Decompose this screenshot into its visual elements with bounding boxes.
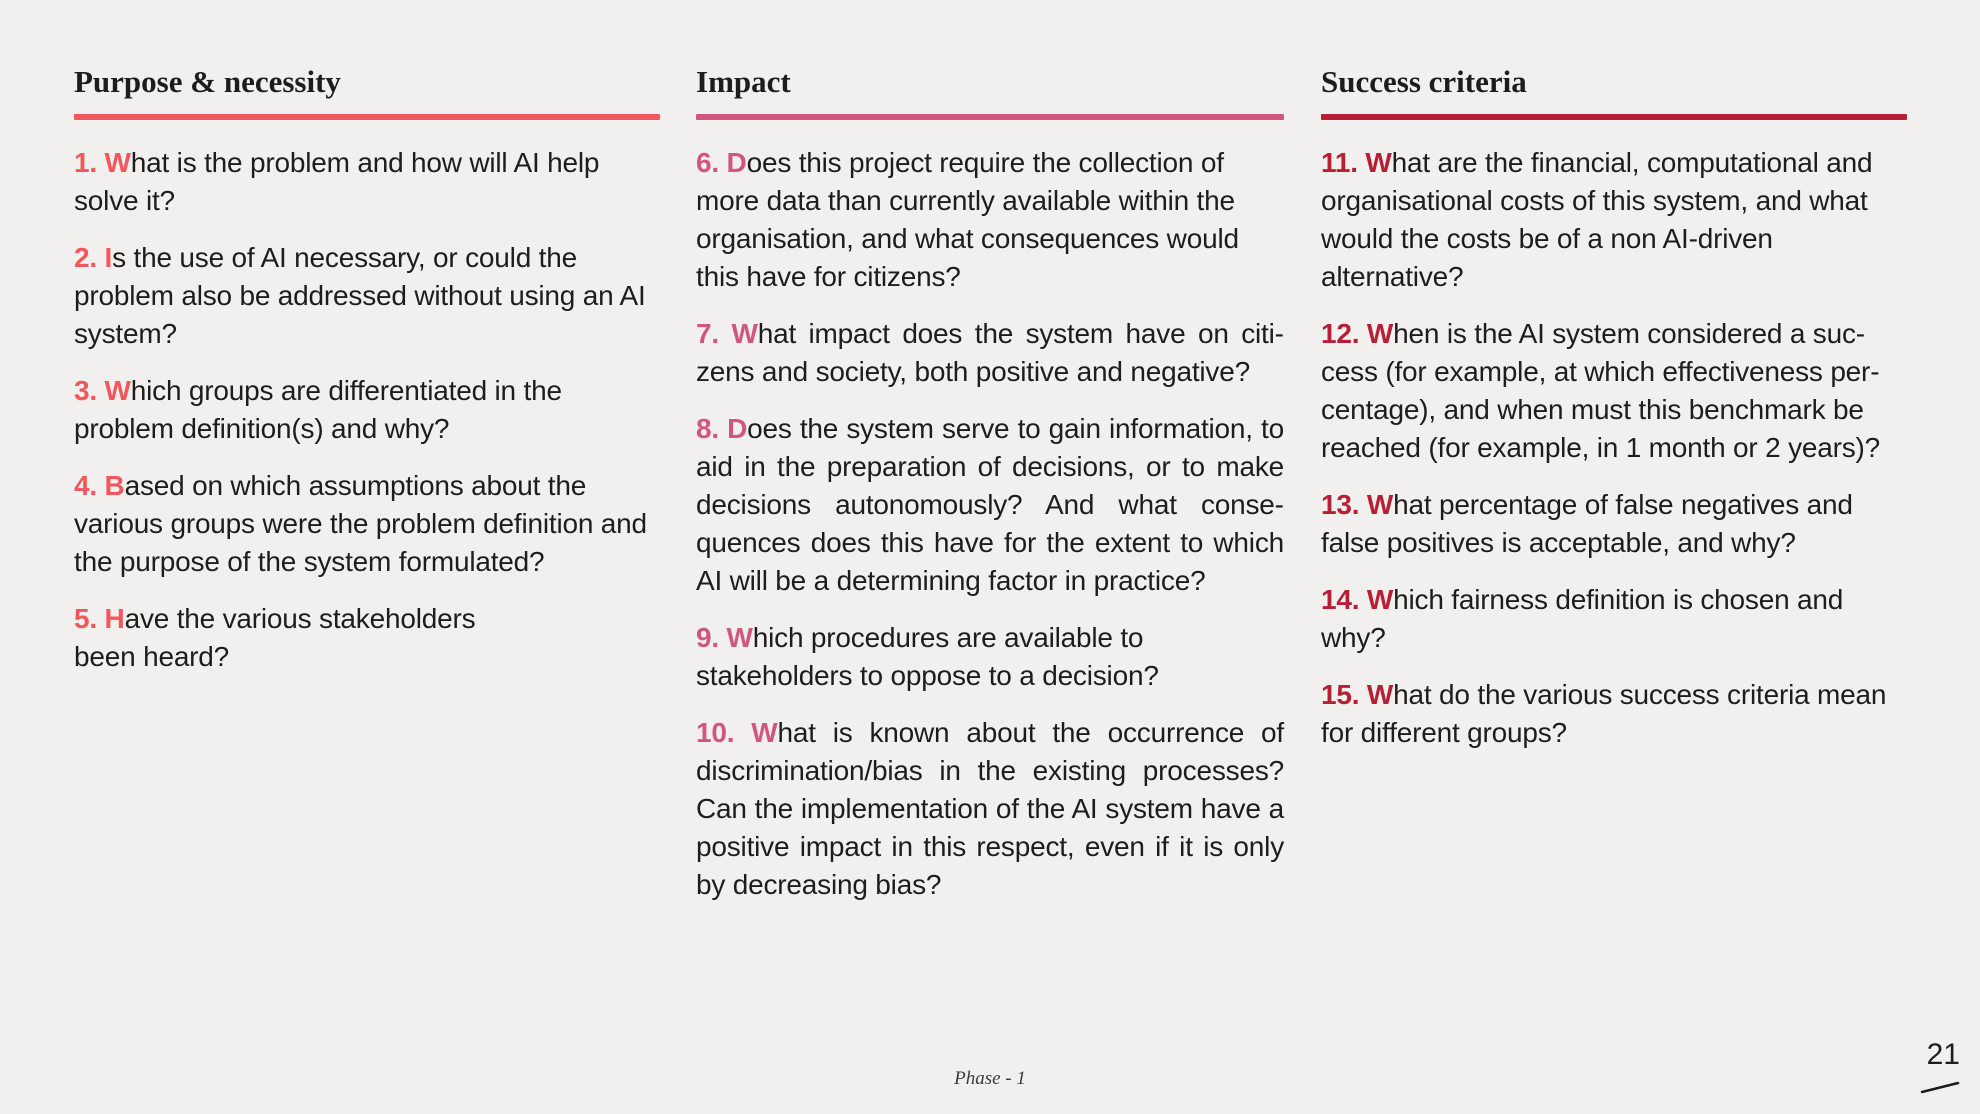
question-text: oes this project require the collection of more data than currently available within the organisation, and what consequences would this have for citizens? — [696, 147, 1239, 292]
question-item — [74, 239, 660, 353]
question-text: hat percentage of false negatives and false positives is acceptable, and why? — [1321, 489, 1853, 558]
column-heading: Success criteria — [1321, 64, 1527, 99]
question-initial: W — [726, 622, 753, 653]
question-initial: I — [104, 242, 113, 273]
question-number: 13. — [1321, 489, 1360, 520]
question-text: hich groups are differentiated in the problem definition(s) and why? — [74, 375, 562, 444]
question-text: hich procedures are available to stakeholders to oppose to a decision? — [696, 622, 1159, 691]
question-number: 7. — [696, 318, 719, 349]
question-item — [696, 619, 1284, 695]
heading-underline — [1321, 114, 1907, 120]
column-impact — [696, 62, 1284, 923]
question-initial: W — [1366, 489, 1394, 520]
question-item — [696, 315, 1284, 391]
question-item — [1321, 581, 1907, 657]
page-number: 21 — [1926, 1038, 1960, 1071]
question-number: 14. — [1321, 584, 1360, 615]
question-number: 4. — [74, 470, 97, 501]
question-number: 2. — [74, 242, 97, 273]
question-number: 11. — [1321, 147, 1358, 178]
question-number: 10. — [696, 717, 735, 748]
question-initial: B — [104, 470, 125, 501]
question-text: hen is the AI system considered a success (for example, at which effectiveness percentage), and when must this benchmark be reached (for example, in 1 month or 2 years)? — [1321, 318, 1881, 463]
question-number: 12. — [1321, 318, 1360, 349]
question-item — [1321, 315, 1907, 467]
footer-phase-label: Phase - 1 — [954, 1068, 1026, 1089]
heading-underline — [696, 114, 1284, 120]
question-text: hat are the financial, computational and organisational costs of this system, and what would the costs be of a non AI-driven alternative? — [1321, 147, 1873, 292]
question-item — [1321, 486, 1907, 562]
question-initial: H — [104, 603, 125, 634]
question-text: s the use of AI necessary, or could the problem also be addressed without using an AI system? — [74, 242, 646, 349]
column-heading: Impact — [696, 64, 791, 99]
column-heading: Purpose & necessity — [74, 64, 341, 99]
question-item — [1321, 676, 1907, 752]
question-text: hat do the various success criteria mean for different groups? — [1321, 679, 1887, 748]
question-initial: W — [1366, 318, 1394, 349]
question-initial: W — [751, 717, 778, 748]
question-initial: W — [731, 318, 758, 349]
column-success-criteria — [1321, 62, 1907, 771]
question-text: hat impact does the system have on citizens and society, both positive and negative? — [696, 318, 1284, 387]
question-initial: W — [1366, 584, 1394, 615]
question-number: 3. — [74, 375, 97, 406]
question-number: 5. — [74, 603, 97, 634]
question-text: hat is known about the occurrence of discrimination/bias in the existing processes? Can the implementation of the AI system have a positive impact in this respect, even if it is only by decreasing bias? — [696, 717, 1284, 900]
question-number: 6. — [696, 147, 719, 178]
question-text: oes the system serve to gain information, to aid in the preparation of decisions, or to make decisions autonomously? And what consequences does this have for the extent to which AI will be a determining factor in practice? — [696, 413, 1284, 596]
question-initial: D — [726, 147, 747, 178]
question-item — [696, 410, 1284, 600]
question-text: hat is the problem and how will AI help solve it? — [74, 147, 600, 216]
question-initial: W — [104, 375, 131, 406]
question-number: 1. — [74, 147, 97, 178]
question-item — [696, 144, 1284, 296]
question-initial: W — [1365, 147, 1392, 178]
question-item — [74, 467, 660, 581]
question-initial: D — [727, 413, 748, 444]
question-number: 9. — [696, 622, 719, 653]
page-number-underline-icon — [1920, 1080, 1960, 1094]
question-text: hich fairness definition is chosen and why? — [1321, 584, 1844, 653]
question-text: ave the various stakeholders been heard? — [74, 603, 476, 672]
heading-underline — [74, 114, 660, 120]
question-item — [696, 714, 1284, 904]
question-text: ased on which assumptions about the various groups were the problem definition and the purpose of the system formulated? — [74, 470, 647, 577]
question-initial: W — [1366, 679, 1394, 710]
question-item — [1321, 144, 1907, 296]
question-number: 8. — [696, 413, 719, 444]
question-item — [74, 144, 660, 220]
question-item — [74, 600, 504, 676]
question-initial: W — [104, 147, 131, 178]
question-item — [74, 372, 660, 448]
question-number: 15. — [1321, 679, 1360, 710]
column-purpose-necessity — [74, 62, 660, 695]
